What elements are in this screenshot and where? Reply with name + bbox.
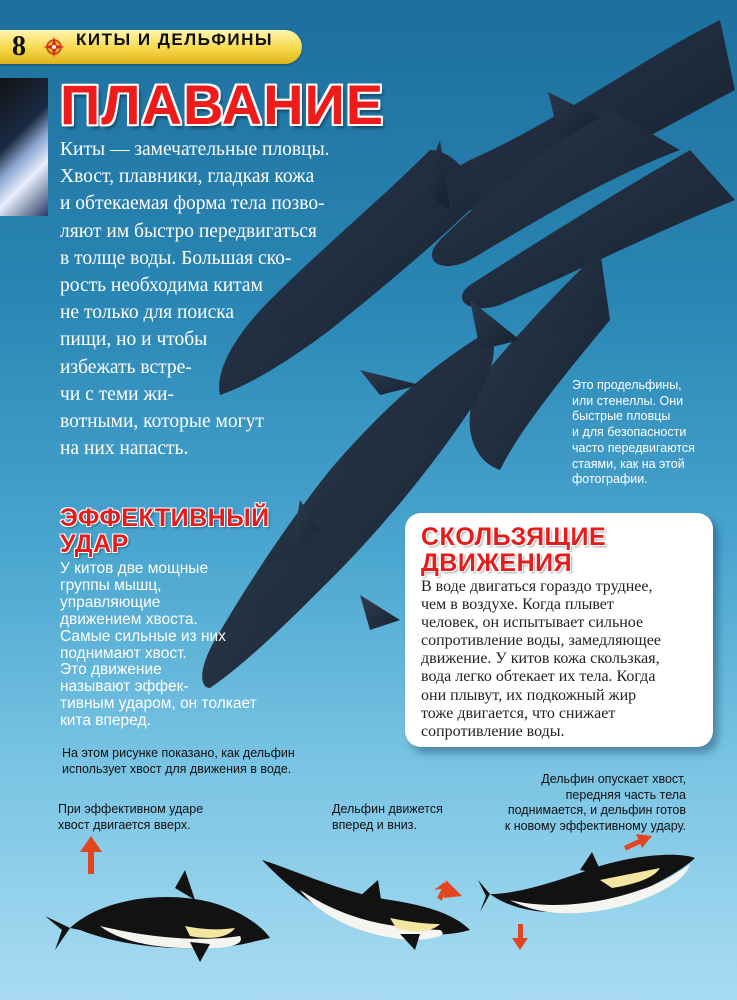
caption-line: При эффективном ударе xyxy=(58,802,204,816)
caption-line: Это продельфины, xyxy=(572,378,682,392)
dolphin-step2-illustration xyxy=(262,860,470,950)
text-line: называют эффек- xyxy=(60,678,189,696)
caption-line: вперед и вниз. xyxy=(332,817,417,832)
section-title: КИТЫ И ДЕЛЬФИНЫ xyxy=(76,30,274,49)
text-line: человек, он испытывает сильное xyxy=(421,614,644,632)
arrow-down-icon xyxy=(512,924,528,950)
text-line: сопротивление воды, замедляющее xyxy=(421,632,661,650)
heading-line: ДВИЖЕНИЯ xyxy=(421,549,573,577)
intro-line: и обтекаемая форма тела позво- xyxy=(60,193,325,215)
intro-line: в толще воды. Большая ско- xyxy=(60,247,292,269)
dolphin-step1-illustration xyxy=(45,870,270,962)
caption-line: Дельфин опускает хвост, xyxy=(541,772,686,786)
step2-caption xyxy=(332,802,443,833)
intro-line: пищи, но и чтобы xyxy=(60,329,208,351)
intro-line: на них напасть. xyxy=(60,438,189,460)
text-line: Это движение xyxy=(60,661,162,679)
heading-line: СКОЛЬЗЯЩИЕ xyxy=(421,523,607,551)
heading-line: ЭФФЕКТИВНЫЙ xyxy=(60,504,270,532)
arrow-up-right-icon xyxy=(624,834,652,851)
photo-caption xyxy=(572,378,722,488)
arrow-up-icon xyxy=(80,836,102,874)
intro-line: избежать встре- xyxy=(60,356,192,378)
caption-line: к новому эффективному удару. xyxy=(504,818,686,833)
caption-line: Дельфин движется xyxy=(332,802,443,816)
effective-stroke-text xyxy=(60,561,270,730)
intro-line: не только для поиска xyxy=(60,302,235,324)
intro-line: ляют им быстро передвигаться xyxy=(60,220,317,242)
text-line: У китов две мощные xyxy=(60,560,209,577)
caption-line: На этом рисунке показано, как дельфин xyxy=(62,746,295,760)
text-line: вода легко обтекает их тела. Когда xyxy=(421,668,656,686)
intro-paragraph xyxy=(60,136,390,462)
caption-line: передняя часть тела xyxy=(565,787,686,802)
intro-line: Киты — замечательные пловцы. xyxy=(60,139,330,160)
text-line: В воде двигаться гораздо труднее, xyxy=(421,578,653,595)
caption-line: фотографии. xyxy=(572,472,648,487)
caption-line: или стенеллы. Они xyxy=(572,393,684,408)
text-line: тивным ударом, он толкает xyxy=(60,695,257,713)
intro-line: Хвост, плавники, гладкая кожа xyxy=(60,166,315,188)
page-number: 8 xyxy=(12,31,26,62)
step3-caption xyxy=(491,772,686,834)
diagram-caption xyxy=(62,746,295,777)
text-line: группы мышц, xyxy=(60,576,162,594)
effective-stroke-heading xyxy=(60,505,270,557)
arrow-right-down-icon xyxy=(433,880,462,902)
text-line: сопротивление воды. xyxy=(421,722,565,740)
text-line: кита вперед. xyxy=(60,712,151,730)
text-line: движением хвоста. xyxy=(60,610,198,628)
dolphin-step3-illustration xyxy=(478,852,695,913)
caption-line: и для безопасности xyxy=(572,425,687,440)
text-line: чем в воздухе. Когда плывет xyxy=(421,596,614,614)
gliding-heading xyxy=(421,524,606,576)
intro-line: чи с теми жи- xyxy=(60,383,174,405)
caption-line: быстрые пловцы xyxy=(572,409,671,424)
step1-caption xyxy=(58,802,203,833)
compass-icon xyxy=(42,35,66,59)
gliding-text xyxy=(421,578,711,741)
thumbnail-image xyxy=(0,78,48,216)
caption-line: часто передвигаются xyxy=(572,440,695,455)
text-line: Самые сильные из них xyxy=(60,627,226,645)
text-line: поднимают хвост. xyxy=(60,644,187,662)
caption-line: стаями, как на этой xyxy=(572,456,685,471)
caption-line: хвост двигается вверх. xyxy=(58,817,191,832)
intro-line: рость необходима китам xyxy=(60,275,263,297)
heading-line: УДАР xyxy=(60,530,129,558)
caption-line: поднимается, и дельфин готов xyxy=(507,803,686,817)
dolphin-diagram xyxy=(0,830,737,1000)
page-title: ПЛАВАНИЕ xyxy=(60,73,385,136)
text-line: управляющие xyxy=(60,593,161,611)
intro-line: вотными, которые могут xyxy=(60,411,264,433)
text-line: движение. У китов кожа скользкая, xyxy=(421,650,660,668)
text-line: они плывут, их подкожный жир xyxy=(421,686,637,704)
text-line: тоже двигается, что снижает xyxy=(421,704,616,722)
caption-line: использует хвост для движения в воде. xyxy=(62,761,292,776)
